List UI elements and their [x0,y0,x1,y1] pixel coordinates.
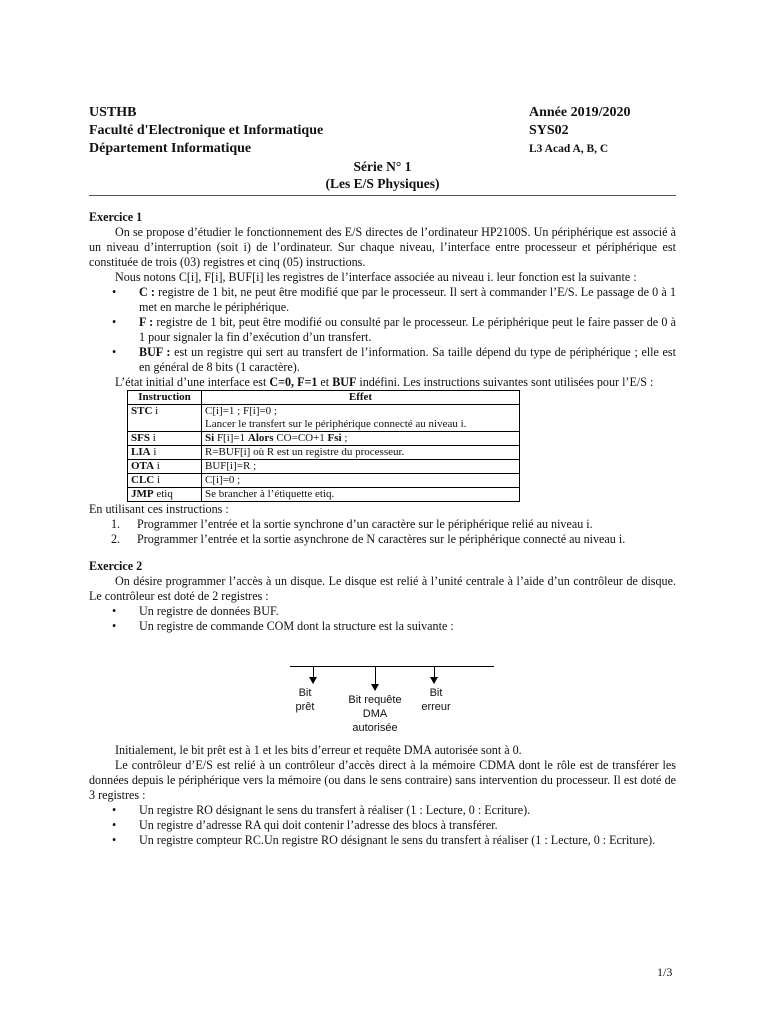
label-line: autorisée [352,722,398,734]
text-fragment: indéfini. Les instructions suivantes sont utilisées pour l’E/S : [356,375,654,389]
exercise-1-intro: On se propose d’étudier le fonctionnement des E/S directes de l’ordinateur HP2100S. Un périphérique est associé à un niveau d’interruption (soit i) de l’ordinateur. Sur chaque niveau, l’interface entre processeur et périphérique est constituée de trois (03) registres et cinq (05) instructions. [89,225,676,269]
instruction-cell [128,446,202,460]
cdma-register-list [89,803,676,848]
effect-cell: R=BUF[i] où R est un registre du processeur. [202,446,520,460]
instruction-operand: i [154,474,161,486]
item-text: Programmer l’entrée et la sortie asynchrone de N caractères sur le périphérique connecté au niveau i. [137,532,626,546]
effect-text: ; [341,432,348,444]
register-name: C : [139,285,155,299]
label-line: erreur [421,701,451,713]
cdma-paragraph: Le contrôleur d’E/S est relié à un contrôleur d’accès direct à la mémoire CDMA dont le rôle est de transférer les données depuis le périphérique vers la mémoire (ou dans le sens contraire) sans intervention du processeur. Il est doté de 3 registres : [89,758,676,802]
effect-cell: BUF[i]=R ; [202,460,520,474]
table-row [128,405,520,432]
instruction-cell [128,488,202,502]
effect-text: CO=CO+1 [273,432,328,444]
department-name: Département Informatique [89,141,252,156]
table-header-row [128,391,520,405]
item-number: 1. [111,517,121,531]
academic-year: Année 2019/2020 [529,105,631,120]
instruction-mnemonic: SFS [131,432,150,444]
list-item: • Un registre d’adresse RA qui doit contenir l’adresse des blocs à transférer. [139,818,676,833]
label-line: Bit [429,687,443,699]
exercise-2-title: Exercice 2 [89,559,143,573]
effect-cell [202,405,520,432]
keyword: Fsi [327,432,342,444]
keyword: Alors [247,432,274,444]
exercise-1-registers-intro: Nous notons C[i], F[i], BUF[i] les registres de l’interface associée au niveau i. leur fonction est la suivante : [115,270,637,284]
register-description: registre de 1 bit, ne peut être modifié que par le processeur. Il sert à commander l’E/S. Le passage de 0 à 1 met en marche le périphérique. [139,285,676,314]
instruction-operand: i [149,432,156,444]
bit-error-label [416,686,456,714]
list-item [139,285,676,315]
arrow-down-icon [313,666,314,683]
text-fragment: et [317,375,333,389]
instruction-cell [128,405,202,432]
effect-line: Lancer le transfert sur le périphérique connecté au niveau i. [205,418,467,430]
column-header: Instruction [128,391,202,405]
label-line: Bit requête [348,694,402,706]
faculty-name: Faculté d'Electronique et Informatique [89,123,324,138]
item-text: Programmer l’entrée et la sortie synchrone d’un caractère sur le périphérique relié au niveau i. [137,517,593,531]
instruction-cell [128,460,202,474]
exercise-2-intro: On désire programmer l’accès à un disque. Le disque est relié à l’unité centrale à l’aide d’un contrôleur de disque. Le contrôleur est doté de 2 registres : [89,574,676,603]
effect-cell: Se brancher à l’étiquette etiq. [202,488,520,502]
instruction-table [127,390,520,502]
table-row [128,460,520,474]
list-item [111,517,676,532]
header-row-3 [89,140,676,158]
com-register-diagram [89,638,676,743]
header-row-2 [89,122,676,140]
arrow-down-icon [375,666,376,690]
class-groups: L3 Acad A, B, C [529,143,609,155]
text-fragment: L’état initial d’une interface est [115,375,270,389]
label-line: DMA [362,708,388,720]
table-row [128,488,520,502]
register-name: F : [139,315,154,329]
instruction-operand: etiq [153,488,173,500]
label-line: Bit [298,687,312,699]
table-row [128,474,520,488]
effect-text: F[i]=1 [214,432,248,444]
instruction-mnemonic: OTA [131,460,155,472]
document-page [89,104,676,848]
arrow-down-icon [434,666,435,683]
item-number: 2. [111,532,121,546]
instruction-mnemonic: JMP [131,488,154,500]
university-name: USTHB [89,105,137,120]
instruction-operand: i [154,460,160,472]
register-list [89,285,676,375]
instruction-mnemonic: LIA [131,446,151,458]
list-item: • Un registre de commande COM dont la structure est la suivante : [139,619,676,634]
list-item: • Un registre compteur RC.Un registre RO désignant le sens du transfert à réaliser (1 : Lecture, 0 : Ecriture). [139,833,676,848]
effect-cell: C[i]=0 ; [202,474,520,488]
keyword: Si [205,432,215,444]
page-number: 1/3 [657,965,673,979]
label-line: prêt [295,701,315,713]
instruction-operand: i [152,405,159,417]
register-description: est un registre qui sert au transfert de l’information. Sa taille dépend du type de périphérique ; elle est en général de 8 bits (1 caractère). [139,345,676,374]
list-item: • Un registre de données BUF. [139,604,676,619]
series-subtitle: (Les E/S Physiques) [325,176,440,191]
instruction-cell [128,474,202,488]
course-code: SYS02 [529,123,569,138]
column-header: Effet [202,391,520,405]
series-title: Série N° 1 [353,159,412,174]
list-item: • Un registre RO désignant le sens du transfert à réaliser (1 : Lecture, 0 : Ecriture). [139,803,676,818]
list-item [111,532,676,547]
list-item [139,315,676,345]
table-row [128,432,520,446]
usage-intro: En utilisant ces instructions : [89,502,229,516]
controller-register-list [89,604,676,634]
text-fragment: BUF [332,375,357,389]
register-name: BUF : [139,345,171,359]
initial-state-paragraph-2: Initialement, le bit prêt est à 1 et les bits d’erreur et requête DMA autorisée sont à 0. [115,743,522,757]
register-description: registre de 1 bit, peut être modifié ou consulté par le processeur. Le périphérique peut le faire passer de 0 à 1 pour signaler la fin d’exécution d’un transfert. [139,315,676,344]
table-row [128,446,520,460]
instruction-mnemonic: CLC [131,474,155,486]
exercise-1-title: Exercice 1 [89,210,143,224]
header-row-1 [89,104,676,122]
instruction-cell [128,432,202,446]
effect-cell [202,432,520,446]
list-item [139,345,676,375]
question-list [89,517,676,547]
bit-dma-label [337,693,413,735]
register-line [290,666,494,667]
header-divider [89,195,676,196]
effect-line: C[i]=1 ; F[i]=0 ; [205,405,277,417]
instruction-operand: i [150,446,157,458]
instruction-mnemonic: STC [131,405,153,417]
text-fragment: C=0, F=1 [269,375,318,389]
spacer [89,547,676,559]
bit-ready-label [285,686,325,714]
initial-state-paragraph [89,375,676,390]
